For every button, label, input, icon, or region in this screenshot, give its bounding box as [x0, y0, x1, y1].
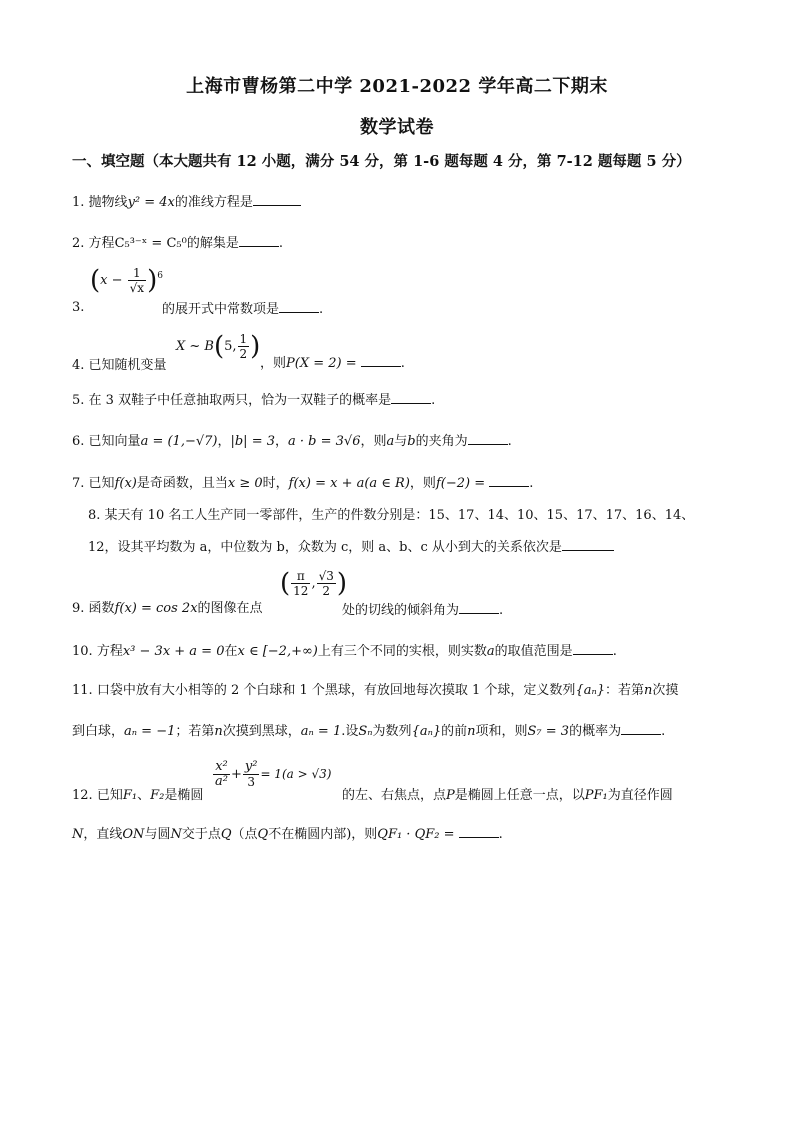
answer-blank[interactable] [253, 191, 301, 206]
question-8-line-2: 12，设其平均数为 a，中位数为 b，众数为 c，则 a、b、c 从小到大的关系依次是 [88, 536, 748, 558]
point-expr: ( $\frac{\pi}{12}$ , $\frac{√3}{2}$ ) [280, 568, 348, 599]
answer-blank[interactable] [573, 640, 613, 655]
question-12-line-1: 12. 已知F₁、F₂是椭圆 $\frac{\text{x²}}{\text{a²}}$ + $\frac{\text{y²}}{3}$ = 1(a > √3) 的左、右焦点，点P是椭圆上任意一点，以PF₁为直径作圆 [72, 759, 673, 803]
question-4: 4. 已知随机变量 X ~ B(5, $\frac{1}{2}$ ) ，则P(X = 2) = . [72, 331, 405, 373]
answer-blank[interactable] [562, 536, 614, 551]
question-2: 2. 方程C₅³⁻ˣ = C₅⁰的解集是 . [72, 232, 732, 254]
question-6: 6. 已知向量a = (1,−√7)，|b| = 3，a · b = 3√6，则a与b的夹角为 . [72, 430, 732, 452]
question-12-line-2: N，直线ON与圆N交于点Q（点Q不在椭圆内部)，则QF₁ · QF₂ = . [72, 823, 732, 845]
math-expr: C₅³⁻ˣ = C₅⁰ [114, 236, 187, 251]
answer-blank[interactable] [468, 430, 508, 445]
answer-blank[interactable] [459, 599, 499, 614]
question-3: 3. (x − $\frac{1}{√x}$ )$^6$ 的展开式中常数项是 . [72, 265, 324, 317]
question-1: 1. 抛物线y² = 4x的准线方程是 [72, 191, 732, 213]
answer-blank[interactable] [279, 298, 319, 313]
answer-blank[interactable] [391, 389, 431, 404]
page-subtitle: 数学试卷 [360, 117, 434, 138]
answer-blank[interactable] [239, 232, 279, 247]
answer-blank[interactable] [621, 720, 661, 735]
question-8-line-1: 8. 某天有 10 名工人生产同一零部件，生产的件数分别是：15、17、14、10、15、17、17、16、14、 [88, 508, 695, 523]
question-11-line-1: 11. 口袋中放有大小相等的 2 个白球和 1 个黑球，有放回地每次摸取 1 个球，定义数列{aₙ}：若第n次摸 [72, 683, 679, 698]
answer-blank[interactable] [361, 352, 401, 367]
binomial-expr: (x − $\frac{1}{√x}$ )$^6$ [90, 265, 163, 296]
question-9: 9. 函数f(x) = cos 2x的图像在点 ( $\frac{\pi}{12}$ , $\frac{√3}{2}$ ) 处的切线的倾斜角为 . [72, 568, 504, 618]
section-heading: 一、填空题（本大题共有 12 小题，满分 54 分，第 1-6 题每题 4 分，第 7-12 题每题 5 分） [72, 153, 691, 170]
answer-blank[interactable] [459, 823, 499, 838]
page-title: 上海市曹杨第二中学 2021-2022 学年高二下期末 [186, 76, 608, 97]
question-11-line-2: 到白球，aₙ = −1；若第n次摸到黑球，aₙ = 1.设Sₙ为数列{aₙ}的前n项和，则S₇ = 3的概率为 . [72, 720, 732, 742]
math-expr: y² = 4x [127, 195, 175, 210]
distribution-expr: X ~ B(5, $\frac{1}{2}$ ) [176, 331, 261, 362]
question-5: 5. 在 3 双鞋子中任意抽取两只，恰为一双鞋子的概率是 . [72, 389, 732, 411]
ellipse-equation: $\frac{\text{x²}}{\text{a²}}$ + $\frac{\text{y²}}{3}$ = 1(a > √3) [215, 759, 332, 789]
answer-blank[interactable] [489, 472, 529, 487]
question-10: 10. 方程x³ − 3x + a = 0在x ∈ [−2,+∞)上有三个不同的实根，则实数a的取值范围是 . [72, 640, 732, 662]
question-7: 7. 已知f(x)是奇函数，且当x ≥ 0时，f(x) = x + a(a ∈ R)，则f(−2) = . [72, 472, 732, 494]
